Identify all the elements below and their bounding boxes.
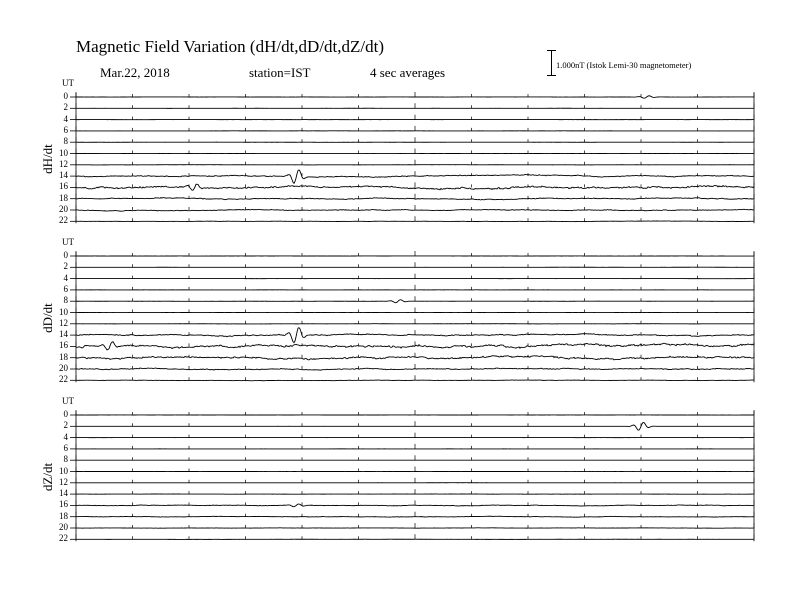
row-hour-label: 0 <box>63 250 68 260</box>
row-hour-label: 0 <box>63 409 68 419</box>
row-hour-label: 16 <box>59 181 68 192</box>
ut-label: UT <box>62 396 74 406</box>
row-hour-label: 10 <box>59 306 68 317</box>
row-hour-label: 12 <box>59 317 68 328</box>
trace-line <box>76 328 754 343</box>
row-hour-label: 10 <box>59 465 68 476</box>
panel-label: dH/dt <box>40 144 55 174</box>
row-hour-label: 20 <box>59 204 68 214</box>
row-hour-label: 22 <box>59 215 68 226</box>
row-hour-label: 4 <box>63 272 68 283</box>
row-hour-label: 18 <box>59 510 68 521</box>
chart-date: Mar.22, 2018 <box>100 65 170 80</box>
row-hour-label: 6 <box>63 283 68 294</box>
row-hour-label: 4 <box>63 431 68 442</box>
row-hour-label: 8 <box>63 295 68 306</box>
row-hour-label: 12 <box>59 476 68 487</box>
panel-label: dZ/dt <box>40 463 55 492</box>
row-hour-label: 8 <box>63 454 68 465</box>
row-hour-label: 18 <box>59 351 68 362</box>
row-hour-label: 8 <box>63 136 68 147</box>
panel-label: dD/dt <box>40 303 55 333</box>
scale-label: 1.000nT (Istok Lemi-30 magnetometer) <box>556 60 692 70</box>
row-hour-label: 10 <box>59 147 68 158</box>
row-hour-label: 22 <box>59 374 68 385</box>
row-hour-label: 0 <box>63 91 68 101</box>
row-hour-label: 2 <box>63 261 68 272</box>
row-hour-label: 14 <box>59 488 68 499</box>
row-hour-label: 14 <box>59 170 68 181</box>
row-hour-label: 16 <box>59 340 68 351</box>
row-hour-label: 20 <box>59 363 68 373</box>
row-hour-label: 2 <box>63 102 68 113</box>
row-hour-label: 2 <box>63 420 68 431</box>
row-hour-label: 22 <box>59 533 68 544</box>
chart-station: station=IST <box>249 65 311 80</box>
chart-averaging: 4 sec averages <box>370 65 446 80</box>
row-hour-label: 6 <box>63 442 68 453</box>
row-hour-label: 20 <box>59 522 68 532</box>
ut-label: UT <box>62 237 74 247</box>
row-hour-label: 14 <box>59 329 68 340</box>
row-hour-label: 6 <box>63 124 68 135</box>
row-hour-label: 16 <box>59 499 68 510</box>
chart-title: Magnetic Field Variation (dH/dt,dD/dt,dZ/dt) <box>76 37 385 56</box>
row-hour-label: 4 <box>63 113 68 124</box>
ut-label: UT <box>62 78 74 88</box>
row-hour-label: 12 <box>59 158 68 169</box>
row-hour-label: 18 <box>59 192 68 203</box>
